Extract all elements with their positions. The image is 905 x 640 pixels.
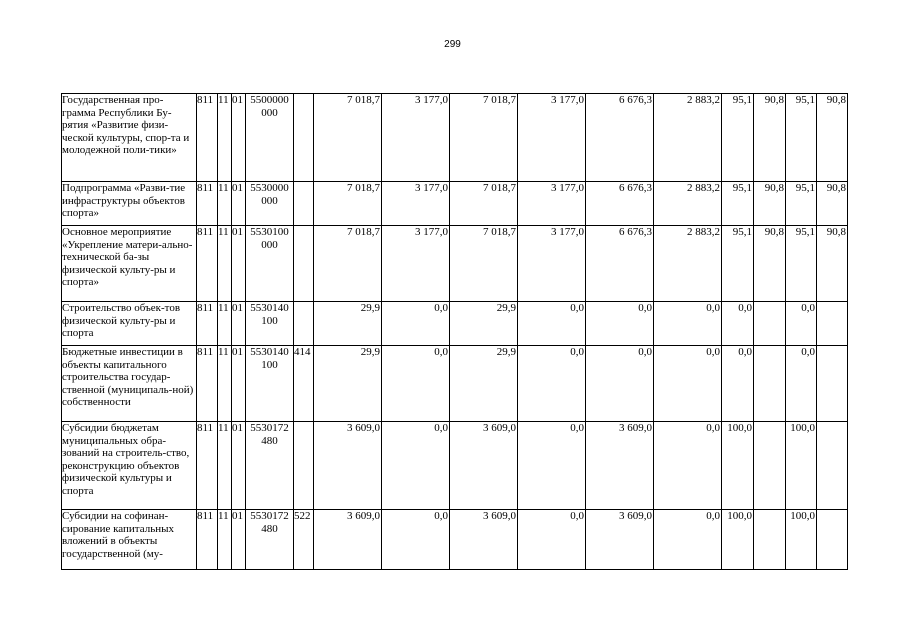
value-col-1-cell: 7 018,7	[314, 226, 382, 302]
value-col-5-cell: 6 676,3	[586, 182, 654, 226]
target-article-part-2: 100	[261, 314, 278, 327]
section-code-cell: 11	[218, 346, 232, 422]
section-code-cell: 11	[218, 422, 232, 510]
value-col-3-cell: 3 609,0	[450, 510, 518, 570]
target-article-cell	[246, 94, 294, 182]
value-col-3-cell: 29,9	[450, 302, 518, 346]
value-col-6-cell: 0,0	[654, 346, 722, 422]
percent-col-4-cell	[817, 346, 848, 422]
percent-col-4-cell	[817, 422, 848, 510]
value-col-3-cell: 29,9	[450, 346, 518, 422]
percent-col-3-cell: 95,1	[786, 94, 817, 182]
percent-col-2-cell	[754, 510, 786, 570]
percent-col-2-cell	[754, 302, 786, 346]
table-row	[62, 302, 848, 346]
value-col-1-cell: 3 609,0	[314, 510, 382, 570]
target-article-part-1: 5530100	[250, 226, 289, 238]
value-col-5-cell: 6 676,3	[586, 94, 654, 182]
value-col-3-cell: 7 018,7	[450, 226, 518, 302]
expense-type-cell	[294, 302, 314, 346]
percent-col-1-cell: 95,1	[722, 226, 754, 302]
row-name-cell: Бюджетные инвестиции в объекты капитального строительства государ-ственной (муниципаль-ной) собственности	[62, 346, 197, 422]
percent-col-3-cell: 95,1	[786, 182, 817, 226]
value-col-4-cell: 0,0	[518, 422, 586, 510]
value-col-2-cell: 0,0	[382, 510, 450, 570]
grbs-code-cell: 811	[197, 510, 218, 570]
value-col-2-cell: 0,0	[382, 302, 450, 346]
row-name-cell: Субсидии на софинан-сирование капитальных вложений в объекты государственной (му-	[62, 510, 197, 570]
value-col-2-cell: 0,0	[382, 346, 450, 422]
value-col-6-cell: 2 883,2	[654, 226, 722, 302]
percent-col-2-cell: 90,8	[754, 182, 786, 226]
grbs-code-cell: 811	[197, 422, 218, 510]
table-row	[62, 226, 848, 302]
percent-col-1-cell: 0,0	[722, 346, 754, 422]
percent-col-4-cell: 90,8	[817, 226, 848, 302]
value-col-6-cell: 0,0	[654, 510, 722, 570]
value-col-2-cell: 3 177,0	[382, 182, 450, 226]
value-col-4-cell: 0,0	[518, 302, 586, 346]
percent-col-3-cell: 95,1	[786, 226, 817, 302]
value-col-5-cell: 0,0	[586, 302, 654, 346]
budget-table	[61, 93, 848, 570]
section-code-cell: 11	[218, 226, 232, 302]
value-col-1-cell: 7 018,7	[314, 94, 382, 182]
subsection-code-cell: 01	[232, 346, 246, 422]
subsection-code-cell: 01	[232, 422, 246, 510]
value-col-6-cell: 0,0	[654, 422, 722, 510]
value-col-6-cell: 2 883,2	[654, 94, 722, 182]
row-name-cell: Субсидии бюджетам муниципальных обра-зований на строитель-ство, реконструкцию объектов физической культуры и спорта	[62, 422, 197, 510]
value-col-4-cell: 0,0	[518, 510, 586, 570]
section-code-cell: 11	[218, 302, 232, 346]
value-col-5-cell: 3 609,0	[586, 510, 654, 570]
target-article-part-2: 000	[261, 106, 278, 119]
subsection-code-cell: 01	[232, 226, 246, 302]
percent-col-3-cell: 0,0	[786, 346, 817, 422]
target-article-part-1: 5530172	[250, 510, 289, 522]
value-col-4-cell: 3 177,0	[518, 226, 586, 302]
table-row	[62, 346, 848, 422]
target-article-part-2: 000	[261, 194, 278, 207]
value-col-4-cell: 0,0	[518, 346, 586, 422]
value-col-3-cell: 7 018,7	[450, 94, 518, 182]
target-article-part-2: 100	[261, 358, 278, 371]
percent-col-1-cell: 0,0	[722, 302, 754, 346]
value-col-3-cell: 3 609,0	[450, 422, 518, 510]
row-name-cell: Строительство объек-тов физической культу-ры и спорта	[62, 302, 197, 346]
value-col-6-cell: 0,0	[654, 302, 722, 346]
percent-col-4-cell: 90,8	[817, 182, 848, 226]
grbs-code-cell: 811	[197, 182, 218, 226]
percent-col-2-cell: 90,8	[754, 94, 786, 182]
row-name-cell: Государственная про-грамма Республики Бу-рятия «Развитие физи-ческой культуры, спор-та и молодежной поли-тики»	[62, 94, 197, 182]
subsection-code-cell: 01	[232, 182, 246, 226]
row-name-cell: Подпрограмма «Разви-тие инфраструктуры объектов спорта»	[62, 182, 197, 226]
target-article-cell	[246, 182, 294, 226]
percent-col-1-cell: 95,1	[722, 182, 754, 226]
target-article-cell	[246, 302, 294, 346]
target-article-part-1: 5530172	[250, 422, 289, 434]
percent-col-4-cell	[817, 510, 848, 570]
subsection-code-cell: 01	[232, 94, 246, 182]
subsection-code-cell: 01	[232, 302, 246, 346]
table-body	[62, 94, 848, 570]
target-article-cell	[246, 422, 294, 510]
table-row	[62, 94, 848, 182]
target-article-cell	[246, 226, 294, 302]
section-code-cell: 11	[218, 182, 232, 226]
expense-type-cell	[294, 226, 314, 302]
percent-col-4-cell: 90,8	[817, 94, 848, 182]
percent-col-2-cell	[754, 422, 786, 510]
value-col-1-cell: 7 018,7	[314, 182, 382, 226]
value-col-4-cell: 3 177,0	[518, 182, 586, 226]
target-article-part-2: 000	[261, 238, 278, 251]
value-col-2-cell: 0,0	[382, 422, 450, 510]
grbs-code-cell: 811	[197, 94, 218, 182]
value-col-1-cell: 29,9	[314, 302, 382, 346]
value-col-1-cell: 29,9	[314, 346, 382, 422]
value-col-3-cell: 7 018,7	[450, 182, 518, 226]
value-col-5-cell: 0,0	[586, 346, 654, 422]
section-code-cell: 11	[218, 510, 232, 570]
percent-col-2-cell: 90,8	[754, 226, 786, 302]
page-number: 299	[444, 39, 461, 50]
value-col-1-cell: 3 609,0	[314, 422, 382, 510]
target-article-cell	[246, 510, 294, 570]
target-article-part-2: 480	[261, 434, 278, 447]
percent-col-1-cell: 100,0	[722, 422, 754, 510]
expense-type-cell	[294, 94, 314, 182]
row-name-cell: Основное мероприятие «Укрепление матери-ально-технической ба-зы физической культу-ры и спорта»	[62, 226, 197, 302]
target-article-part-1: 5530140	[250, 302, 289, 314]
table-row	[62, 510, 848, 570]
expense-type-cell: 414	[294, 346, 314, 422]
value-col-6-cell: 2 883,2	[654, 182, 722, 226]
target-article-cell	[246, 346, 294, 422]
expense-type-cell	[294, 422, 314, 510]
percent-col-3-cell: 0,0	[786, 302, 817, 346]
section-code-cell: 11	[218, 94, 232, 182]
percent-col-3-cell: 100,0	[786, 510, 817, 570]
percent-col-4-cell	[817, 302, 848, 346]
table-row	[62, 422, 848, 510]
target-article-part-1: 5500000	[250, 94, 289, 106]
table-row	[62, 182, 848, 226]
value-col-2-cell: 3 177,0	[382, 94, 450, 182]
grbs-code-cell: 811	[197, 346, 218, 422]
value-col-5-cell: 6 676,3	[586, 226, 654, 302]
percent-col-3-cell: 100,0	[786, 422, 817, 510]
value-col-4-cell: 3 177,0	[518, 94, 586, 182]
expense-type-cell	[294, 182, 314, 226]
target-article-part-2: 480	[261, 522, 278, 535]
target-article-part-1: 5530140	[250, 346, 289, 358]
value-col-2-cell: 3 177,0	[382, 226, 450, 302]
subsection-code-cell: 01	[232, 510, 246, 570]
grbs-code-cell: 811	[197, 226, 218, 302]
target-article-part-1: 5530000	[250, 182, 289, 194]
percent-col-1-cell: 95,1	[722, 94, 754, 182]
value-col-5-cell: 3 609,0	[586, 422, 654, 510]
percent-col-2-cell	[754, 346, 786, 422]
grbs-code-cell: 811	[197, 302, 218, 346]
expense-type-cell: 522	[294, 510, 314, 570]
percent-col-1-cell: 100,0	[722, 510, 754, 570]
